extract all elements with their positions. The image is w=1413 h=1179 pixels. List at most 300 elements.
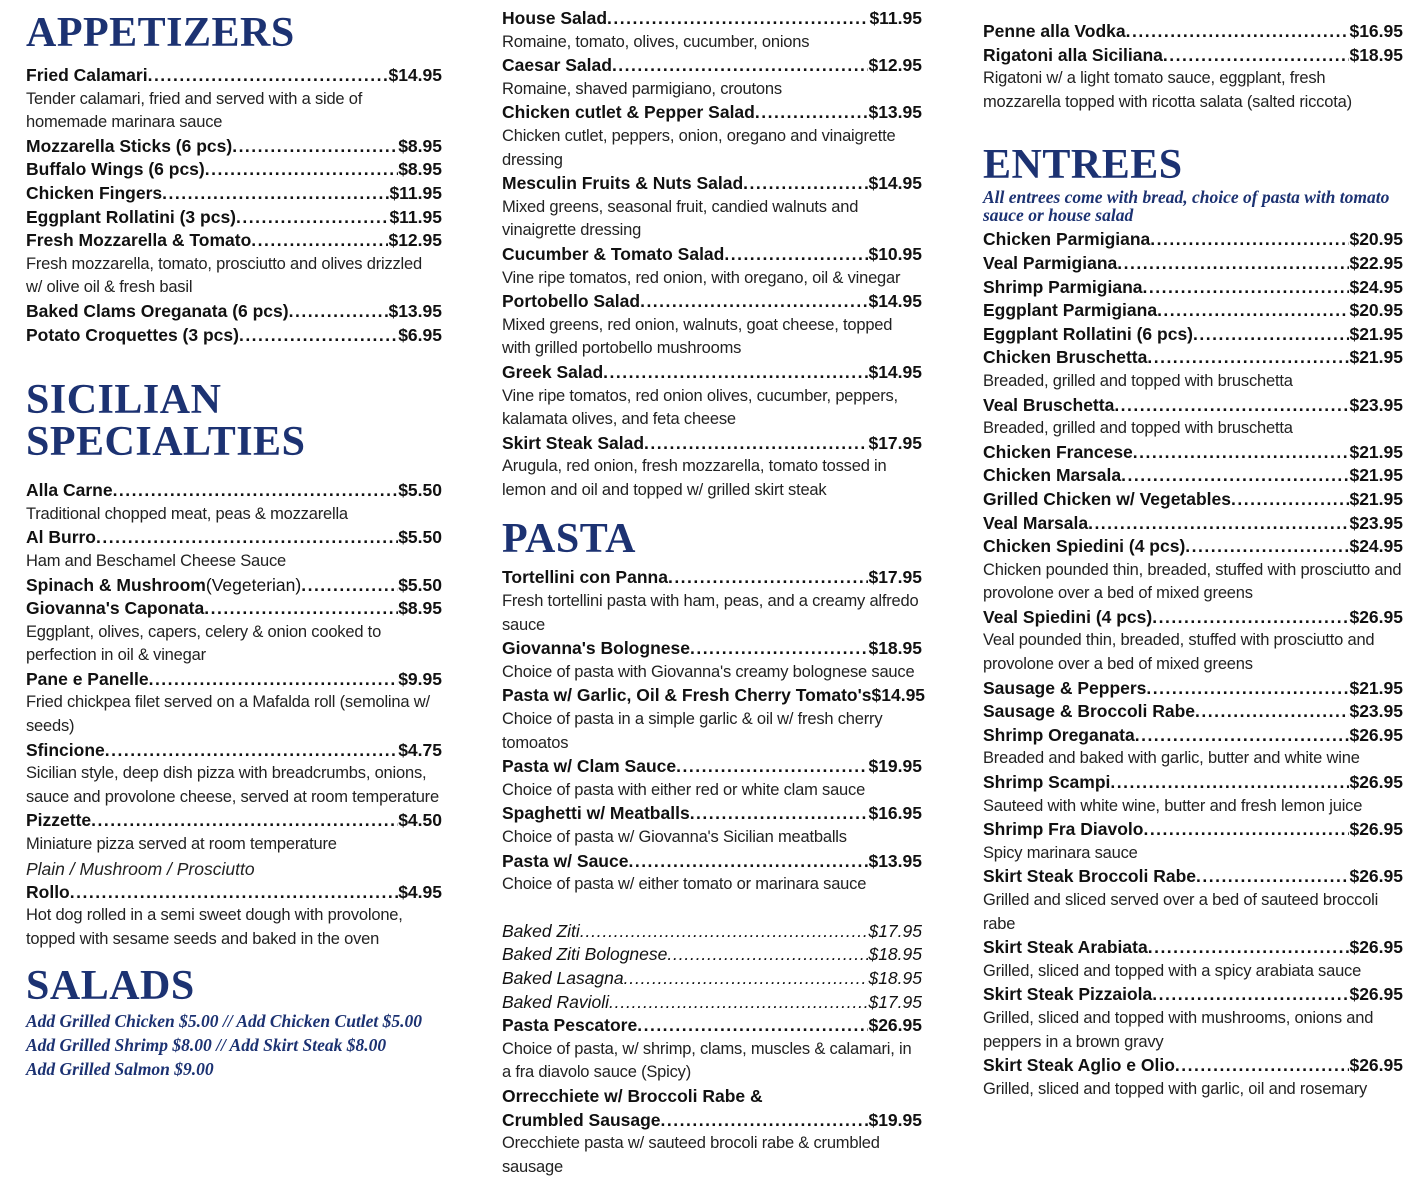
menu-item-price: $4.75 <box>398 739 442 760</box>
menu-item <box>983 276 1403 300</box>
menu-item-price: $12.95 <box>388 230 442 251</box>
salad-addon: Add Grilled Salmon $9.00 <box>26 1059 214 1080</box>
leader-dots <box>612 54 869 78</box>
leader-dots <box>1146 677 1349 701</box>
menu-item-line <box>26 206 442 230</box>
menu-item <box>983 1054 1403 1101</box>
menu-item-name: Baked Ziti <box>502 920 580 941</box>
menu-item-name: Eggplant Parmigiana <box>983 300 1158 321</box>
menu-item-name: Shrimp Fra Diavolo <box>983 819 1144 840</box>
menu-item-name: Spinach & Mushroom <box>26 574 206 595</box>
menu-item-line <box>502 802 922 826</box>
menu-item <box>983 441 1403 465</box>
menu-item-name: Chicken cutlet & Pepper Salad <box>502 102 755 123</box>
leader-dots <box>1152 983 1349 1007</box>
menu-item-description: Choice of pasta with Giovanna's creamy bolognese sauce <box>502 662 915 681</box>
menu-item-name: Eggplant Rollatini (3 pcs) <box>26 206 237 227</box>
menu-item-price: $24.95 <box>1349 536 1403 557</box>
menu-item-line <box>502 54 922 78</box>
menu-item-description: Fried chickpea filet served on a Mafalda roll (semolina w/ seeds) <box>26 693 430 736</box>
menu-item-line <box>502 1109 922 1133</box>
menu-item-name: Chicken Francese <box>983 441 1133 462</box>
menu-item-line <box>502 637 922 661</box>
menu-item <box>983 818 1403 865</box>
menu-item-line <box>983 44 1403 68</box>
menu-item-description: Mixed greens, red onion, walnuts, goat cheese, topped with grilled portobello mushrooms <box>502 315 893 358</box>
menu-item-line <box>983 252 1403 276</box>
menu-item-description: Grilled and sliced served over a bed of sauteed broccoli rabe <box>983 891 1379 933</box>
menu-item-line <box>502 967 922 991</box>
appetizers-list <box>26 64 442 347</box>
menu-item <box>983 228 1403 252</box>
leader-dots <box>1231 488 1349 512</box>
menu-item <box>502 920 922 944</box>
menu-item-price: $18.95 <box>868 944 922 965</box>
menu-item <box>26 229 442 300</box>
leader-dots <box>603 361 868 385</box>
menu-item <box>502 361 922 432</box>
menu-item-name: Skirt Steak Arabiata <box>983 937 1148 958</box>
menu-item-price: $26.95 <box>1349 866 1403 887</box>
menu-item <box>502 243 922 290</box>
leader-dots <box>289 300 389 324</box>
menu-item-name: Pasta w/ Garlic, Oil & Fresh Cherry Tomato's <box>502 685 872 706</box>
menu-item-name: Rollo <box>26 881 70 902</box>
menu-item-price: $26.95 <box>1349 606 1403 627</box>
menu-item <box>983 44 1403 115</box>
menu-item-line <box>502 7 922 31</box>
leader-dots <box>1196 865 1349 889</box>
menu-item-price: $24.95 <box>1349 276 1403 297</box>
menu-item-name: Tortellini con Panna <box>502 567 668 588</box>
menu-item-name: Orrecchiete w/ Broccoli Rabe & <box>502 1085 763 1106</box>
leader-dots <box>91 809 398 833</box>
menu-item-price: $14.95 <box>868 361 922 382</box>
menu-item-price: $21.95 <box>1349 677 1403 698</box>
leader-dots <box>113 479 399 503</box>
menu-item-line <box>26 182 442 206</box>
leader-dots <box>301 574 398 598</box>
menu-item-price: $12.95 <box>868 55 922 76</box>
menu-item-line <box>502 243 922 267</box>
menu-item-name: Portobello Salad <box>502 291 641 312</box>
menu-item-name: Potato Croquettes (3 pcs) <box>26 324 239 345</box>
menu-item <box>983 865 1403 936</box>
menu-item-price: $18.95 <box>1349 44 1403 65</box>
menu-item-name: House Salad <box>502 8 608 28</box>
menu-item-price: $26.95 <box>1349 1055 1403 1076</box>
leader-dots <box>628 850 868 874</box>
menu-item-line <box>983 228 1403 252</box>
leader-dots <box>1133 441 1350 465</box>
leader-dots <box>624 967 869 991</box>
menu-item <box>26 668 442 739</box>
menu-item-name: Skirt Steak Broccoli Rabe <box>983 866 1196 887</box>
menu-item-name: Pizzette <box>26 810 92 831</box>
menu-item-line <box>983 394 1403 418</box>
menu-item-price: $26.95 <box>1349 724 1403 745</box>
menu-item-name: Pasta Pescatore <box>502 1015 638 1036</box>
leader-dots <box>1121 464 1349 488</box>
menu-item-price: $19.95 <box>868 1109 922 1130</box>
menu-item-line <box>983 818 1403 842</box>
menu-item <box>502 684 926 755</box>
menu-item-line <box>983 936 1403 960</box>
menu-item-price: $14.95 <box>388 65 442 85</box>
menu-item-line <box>26 881 442 905</box>
menu-item-name: Veal Parmigiana <box>983 252 1118 273</box>
menu-item-description: Choice of pasta, w/ shrimp, clams, muscles & calamari, in a fra diavolo sauce (Spicy) <box>502 1039 912 1082</box>
menu-item-line <box>502 991 922 1015</box>
leader-dots <box>724 243 868 267</box>
menu-item <box>983 677 1403 701</box>
menu-item-description: Chicken pounded thin, breaded, stuffed with prosciutto and provolone over a bed of mixed greens <box>983 560 1402 603</box>
menu-item-name: Buffalo Wings (6 pcs) <box>26 159 205 180</box>
menu-item-name: Chicken Bruschetta <box>983 347 1148 368</box>
menu-item-description: Breaded, grilled and topped with bruschetta <box>983 371 1293 390</box>
menu-item <box>983 724 1403 771</box>
menu-item-price: $17.95 <box>868 567 922 588</box>
menu-item-line <box>502 101 922 125</box>
menu-item-line <box>983 512 1403 536</box>
leader-dots <box>1110 771 1349 795</box>
leader-dots <box>667 943 868 967</box>
menu-item-name: Mesculin Fruits & Nuts Salad <box>502 173 744 194</box>
menu-item <box>983 323 1403 347</box>
menu-item-name: Fresh Mozzarella & Tomato <box>26 230 252 251</box>
menu-item-line <box>26 668 442 692</box>
menu-item-description: Choice of pasta w/ Giovanna's Sicilian meatballs <box>502 828 847 846</box>
menu-item-name: Al Burro <box>26 527 96 548</box>
menu-item-line <box>26 135 442 159</box>
menu-item-line <box>983 1054 1403 1078</box>
menu-item-line <box>502 290 922 314</box>
menu-item <box>26 739 442 810</box>
pasta-continued-list <box>983 20 1403 114</box>
leader-dots <box>1143 818 1349 842</box>
menu-item-name: Sfincione <box>26 739 105 760</box>
menu-item-options: Plain / Mushroom / Prosciutto <box>26 858 255 879</box>
menu-item-name: Greek Salad <box>502 361 604 382</box>
menu-item <box>26 158 442 182</box>
menu-item <box>983 20 1403 44</box>
menu-item-name: Veal Spiedini (4 pcs) <box>983 606 1153 627</box>
menu-item-name: Chicken Spiedini (4 pcs) <box>983 536 1186 557</box>
menu-item-price: $10.95 <box>868 243 922 264</box>
menu-item-name: Pasta w/ Clam Sauce <box>502 756 677 777</box>
menu-item-price: $14.95 <box>871 685 926 706</box>
menu-item <box>26 574 442 598</box>
entrees-note: All entrees come with bread, choice of pasta with tomato sauce or house salad <box>983 187 1390 226</box>
menu-item-name: Baked Ravioli <box>502 991 609 1012</box>
leader-dots <box>1126 20 1350 44</box>
pasta-list <box>502 566 926 896</box>
menu-item-line <box>983 983 1403 1007</box>
menu-item-price: $26.95 <box>1349 819 1403 840</box>
menu-item-name: Skirt Steak Pizzaiola <box>983 984 1153 1005</box>
menu-item <box>502 802 922 849</box>
menu-item <box>502 755 922 802</box>
menu-item-price: $6.95 <box>398 324 442 345</box>
menu-item-line <box>983 323 1403 347</box>
menu-item-price: $4.50 <box>398 810 442 831</box>
salads-heading: SALADS <box>26 963 195 1010</box>
menu-item-price: $11.95 <box>389 206 442 227</box>
menu-item-price: $4.95 <box>398 881 442 902</box>
menu-item-price: $16.95 <box>1349 21 1403 41</box>
leader-dots <box>162 182 389 206</box>
sicilian-list <box>26 479 442 951</box>
menu-item-line <box>983 346 1403 370</box>
leader-dots <box>640 290 868 314</box>
menu-item-line <box>983 606 1403 630</box>
menu-item-name: Sausage & Broccoli Rabe <box>983 701 1196 722</box>
menu-item-line <box>502 566 922 590</box>
menu-item <box>26 809 442 880</box>
menu-item-price: $20.95 <box>1349 300 1403 321</box>
menu-item-price: $5.50 <box>398 574 442 595</box>
menu-item-line <box>502 432 922 456</box>
menu-item <box>26 479 442 526</box>
leader-dots <box>1163 44 1350 68</box>
menu-item-price: $14.95 <box>868 173 922 194</box>
menu-item-price: $18.95 <box>868 638 922 659</box>
menu-item-price: $26.95 <box>1349 772 1403 793</box>
menu-item-name: Sausage & Peppers <box>983 677 1147 698</box>
menu-item-line <box>983 535 1403 559</box>
menu-item-line <box>983 441 1403 465</box>
menu-item <box>502 991 922 1015</box>
leader-dots <box>644 432 868 456</box>
menu-item <box>26 881 442 952</box>
menu-item-name-line <box>502 1085 922 1109</box>
appetizers-heading: APPETIZERS <box>26 10 295 56</box>
leader-dots <box>607 7 869 31</box>
menu-item-description: Grilled, sliced and topped with garlic, oil and rosemary <box>983 1079 1368 1098</box>
menu-item-price: $13.95 <box>388 300 442 321</box>
menu-item-line <box>502 684 926 708</box>
menu-item-name: Penne alla Vodka <box>983 21 1126 41</box>
menu-item-price: $21.95 <box>1349 347 1403 368</box>
leader-dots <box>1114 394 1349 418</box>
menu-item-name: Caesar Salad <box>502 55 612 76</box>
menu-item-description: Tender calamari, fried and served with a side of homemade marinara sauce <box>26 89 363 132</box>
menu-item-name: Chicken Fingers <box>26 182 163 203</box>
leader-dots <box>580 920 869 944</box>
entrees-list <box>983 228 1403 1101</box>
menu-item <box>502 101 922 172</box>
menu-item-description: Sauteed with white wine, butter and fresh lemon juice <box>983 796 1363 815</box>
menu-item-name: Chicken Marsala <box>983 465 1122 486</box>
menu-item-name: Pane e Panelle <box>26 668 149 689</box>
leader-dots <box>1175 1054 1350 1078</box>
leader-dots <box>1148 936 1350 960</box>
menu-item <box>26 135 442 159</box>
menu-item-line <box>502 172 922 196</box>
menu-item-price: $11.95 <box>869 8 922 28</box>
menu-item-line <box>983 488 1403 512</box>
menu-item <box>983 983 1403 1054</box>
menu-item <box>26 206 442 230</box>
menu-column-right <box>983 0 1403 1101</box>
leader-dots <box>70 881 398 905</box>
leader-dots <box>609 991 868 1015</box>
menu-item-description: Chicken cutlet, peppers, onion, oregano and vinaigrette dressing <box>502 126 896 169</box>
menu-item-line <box>26 574 442 598</box>
leader-dots <box>239 324 398 348</box>
menu-item <box>502 637 922 684</box>
menu-item <box>983 512 1403 536</box>
menu-item <box>983 535 1403 606</box>
menu-item-line <box>983 276 1403 300</box>
menu-item-description: Orecchiete pasta w/ sauteed brocoli rabe & crumbled sausage <box>502 1134 880 1176</box>
leader-dots <box>668 566 869 590</box>
menu-item-line <box>26 739 442 763</box>
menu-item-price: $23.95 <box>1349 701 1403 722</box>
menu-item-line <box>983 865 1403 889</box>
leader-dots <box>1135 724 1350 748</box>
menu-column-left <box>26 0 442 1081</box>
menu-item-description: Spicy marinara sauce <box>983 843 1138 862</box>
menu-item <box>502 54 922 101</box>
menu-item-line <box>502 755 922 779</box>
leader-dots <box>1150 228 1349 252</box>
baked-pasta-list <box>502 920 922 1014</box>
menu-item-name: Spaghetti w/ Meatballs <box>502 803 690 824</box>
menu-item-line <box>26 324 442 348</box>
menu-item-description: Breaded, grilled and topped with bruschetta <box>983 419 1293 438</box>
menu-item <box>502 943 922 967</box>
menu-item-description: Sicilian style, deep dish pizza with breadcrumbs, onions, sauce and provolone cheese, served at room temperature <box>26 764 439 806</box>
menu-item-price: $20.95 <box>1349 229 1403 250</box>
leader-dots <box>205 158 398 182</box>
menu-item-description: Hot dog rolled in a semi sweet dough with provolone, topped with sesame seeds and baked in the oven <box>26 906 403 948</box>
menu-item-name: Baked Ziti Bolognese <box>502 944 668 965</box>
menu-item-price: $26.95 <box>1349 937 1403 958</box>
leader-dots <box>1088 512 1349 536</box>
menu-item-price: $8.95 <box>398 135 442 156</box>
menu-item <box>26 597 442 668</box>
menu-item-price: $16.95 <box>868 803 922 824</box>
menu-item <box>983 252 1403 276</box>
menu-item-price: $23.95 <box>1349 512 1403 533</box>
menu-item-price: $14.95 <box>868 291 922 312</box>
menu-item-price: $11.95 <box>389 182 442 203</box>
menu-item-price: $18.95 <box>868 967 922 988</box>
leader-dots <box>1157 299 1349 323</box>
menu-item-price: $26.95 <box>1349 984 1403 1005</box>
menu-item <box>26 300 442 324</box>
leader-dots <box>676 755 868 779</box>
menu-item <box>983 346 1403 393</box>
menu-item-description: Grilled, sliced and topped with mushrooms, onions and peppers in a brown gravy <box>983 1008 1374 1051</box>
menu-item-line <box>502 850 922 874</box>
menu-item-price: $23.95 <box>1349 394 1403 415</box>
menu-item-description: Breaded and baked with garlic, butter and white wine <box>983 749 1360 768</box>
menu-item-line <box>26 300 442 324</box>
menu-item-name: Chicken Parmigiana <box>983 229 1151 250</box>
menu-item <box>983 299 1403 323</box>
leader-dots <box>1117 252 1349 276</box>
menu-item-price: $17.95 <box>868 991 922 1012</box>
entrees-heading: ENTREES <box>983 142 1183 189</box>
menu-item-description: Ham and Beschamel Cheese Sauce <box>26 551 286 570</box>
menu-item-description: Fresh mozzarella, tomato, prosciutto and olives drizzled w/ olive oil & fresh basil <box>26 254 422 297</box>
menu-item-line <box>502 943 922 967</box>
menu-item-price: $9.95 <box>398 668 442 689</box>
leader-dots <box>1147 346 1349 370</box>
menu-item <box>502 432 922 503</box>
menu-item-line <box>26 229 442 253</box>
menu-item <box>26 182 442 206</box>
menu-item <box>502 850 922 897</box>
menu-item-price: $5.50 <box>398 480 442 501</box>
menu-item-price: $21.95 <box>1349 488 1403 509</box>
menu-item-description: Grilled, sliced and topped with a spicy arabiata sauce <box>983 961 1362 980</box>
menu-item-name: Shrimp Parmigiana <box>983 276 1143 297</box>
leader-dots <box>204 597 398 621</box>
menu-item-description: Vine ripe tomatos, red onion, with oregano, oil & vinegar <box>502 268 901 287</box>
menu-item-price: $8.95 <box>398 598 442 619</box>
leader-dots <box>149 668 399 692</box>
leader-dots <box>236 206 389 230</box>
menu-item <box>502 967 922 991</box>
menu-item-description: Choice of pasta w/ either tomato or marinara sauce <box>502 875 867 894</box>
menu-item-line <box>502 361 922 385</box>
menu-item <box>502 1014 922 1085</box>
leader-dots <box>637 1014 868 1038</box>
menu-item-description: Miniature pizza served at room temperature <box>26 835 337 854</box>
menu-item-line <box>26 809 442 833</box>
leader-dots <box>148 64 389 88</box>
menu-item-line <box>502 920 922 944</box>
leader-dots <box>1185 535 1349 559</box>
leader-dots <box>1195 700 1349 724</box>
menu-item-name: Fried Calamari <box>26 65 148 85</box>
menu-item-name: Cucumber & Tomato Salad <box>502 243 725 264</box>
menu-item-price: $8.95 <box>398 159 442 180</box>
menu-item-price: $22.95 <box>1349 252 1403 273</box>
leader-dots <box>690 802 869 826</box>
menu-item-description: Arugula, red onion, fresh mozzarella, tomato tossed in lemon and oil and topped w/ grilled skirt steak <box>502 457 887 499</box>
menu-item-name: Giovanna's Caponata <box>26 598 205 619</box>
menu-item-name: Veal Marsala <box>983 512 1089 533</box>
menu-item-note: (Vegeterian) <box>205 574 302 595</box>
menu-item-line <box>983 724 1403 748</box>
menu-item-price: $21.95 <box>1349 465 1403 486</box>
leader-dots <box>96 526 398 550</box>
menu-item-description: Veal pounded thin, breaded, stuffed with prosciutto and provolone over a bed of mixed greens <box>983 631 1375 674</box>
leader-dots <box>690 637 869 661</box>
menu-item <box>26 324 442 348</box>
menu-item-line <box>983 771 1403 795</box>
menu-item-line <box>26 526 442 550</box>
menu-item <box>502 7 922 54</box>
menu-item-line <box>983 677 1403 701</box>
sicilian-heading-line1: SICILIAN <box>26 377 222 424</box>
menu-item <box>983 394 1403 441</box>
menu-item-name: Shrimp Oreganata <box>983 724 1135 745</box>
leader-dots <box>105 739 398 763</box>
menu-item <box>983 606 1403 677</box>
leader-dots <box>661 1109 869 1133</box>
menu-item <box>983 771 1403 818</box>
menu-item-description: Choice of pasta in a simple garlic & oil w/ fresh cherry tomoatos <box>502 710 883 752</box>
menu-item-line <box>983 464 1403 488</box>
menu-item-description: Choice of pasta with either red or white clam sauce <box>502 780 866 799</box>
menu-item <box>26 64 442 135</box>
menu-item <box>502 172 922 243</box>
